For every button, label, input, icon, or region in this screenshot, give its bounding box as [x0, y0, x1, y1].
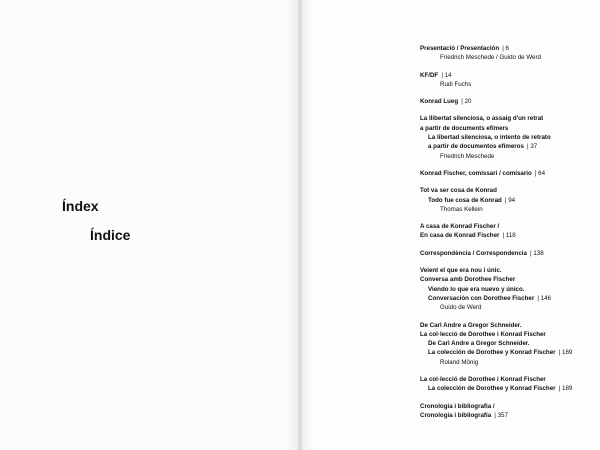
toc-title-line [420, 222, 596, 231]
toc-title-line [420, 44, 596, 53]
toc-page-number: | 138 [530, 249, 544, 257]
toc-title-text: Tot va ser cosa de Konrad [420, 187, 497, 195]
toc-title-line [420, 97, 596, 106]
toc-title-line [420, 330, 596, 339]
toc-title-line [420, 285, 596, 294]
index-title-spanish: Índice [90, 227, 131, 243]
toc-title-text: Conversa amb Dorothee Fischer [420, 276, 516, 284]
toc-title-text: Viendo lo que era nuevo y único. [428, 285, 525, 293]
toc-title-line [420, 321, 596, 330]
toc-page-number: | 64 [534, 169, 546, 177]
toc-page-number: | 189 [558, 385, 573, 393]
toc-title-text: La col·lecció de Dorothee i Konrad Fischer [420, 330, 546, 338]
toc-page-number: | 118 [502, 232, 516, 240]
toc-title-text: La libertad silenciosa, o intento de retrato [428, 134, 551, 142]
book-spine [286, 0, 314, 450]
toc-title-line [420, 249, 596, 258]
toc-author: Roland Mönig [440, 358, 479, 366]
toc-page-number: | 169 [558, 349, 573, 357]
toc-title-text: Konrad Fischer, comissari / comisario [420, 169, 532, 177]
toc-entry [420, 44, 596, 63]
toc-page-number: | 20 [461, 98, 472, 106]
toc-entry [420, 222, 596, 241]
toc-title-line [420, 402, 596, 411]
toc-title-text: A casa de Konrad Fischer / [420, 223, 500, 231]
toc-entry [420, 169, 596, 178]
toc-title-text: La colección de Dorothee y Konrad Fischer [428, 385, 556, 393]
toc-title-text: Presentació / Presentación [420, 45, 500, 52]
toc-author: Rudi Fuchs [440, 80, 472, 88]
toc-title-line [420, 142, 596, 151]
toc-page-number: | 94 [504, 196, 516, 204]
toc-title-text: Todo fue cosa de Konrad [428, 196, 502, 204]
toc-entry [420, 71, 596, 90]
toc-title-text: KF/DF [420, 71, 439, 79]
toc-entry [420, 266, 596, 312]
toc-author: Friedrich Meschede / Guido de Werd [440, 54, 541, 62]
toc-page-number: | 37 [527, 143, 538, 151]
toc-author: Guido de Werd [440, 304, 482, 312]
toc-title-line [420, 124, 596, 133]
toc-title-line [420, 348, 596, 357]
toc-title-text: Cronologia i bibliografia / [420, 402, 495, 410]
toc-title-line [420, 71, 596, 80]
toc-title-text: a partir de documentos efímeros [428, 143, 524, 151]
toc-title-line [420, 231, 596, 240]
toc-page-number: | 6 [502, 45, 509, 52]
toc-title-text: La llibertat silenciosa, o assaig d'un retrat [420, 115, 544, 123]
toc-title-text: En casa de Konrad Fischer [420, 232, 500, 240]
index-title-catalan: Índex [62, 198, 99, 214]
toc-title-text: De Carl Andre a Gregor Schneider. [428, 340, 530, 348]
toc-title-text: Konrad Lueg [420, 98, 459, 106]
toc-title-line [420, 275, 596, 284]
toc-title-line [420, 384, 596, 393]
toc-entry [420, 375, 596, 394]
toc-entry [420, 249, 596, 258]
toc-title-line [420, 339, 596, 348]
toc-page-number: | 146 [537, 294, 551, 302]
toc-title-text: La col·lecció de Dorothee i Konrad Fischer [420, 376, 546, 384]
toc-title-text: La colección de Dorothee y Konrad Fischer [428, 349, 556, 357]
toc-title-line [420, 186, 596, 195]
toc-page-number: | 14 [441, 71, 452, 79]
toc-entry [420, 402, 596, 421]
toc-author: Friedrich Meschede [440, 152, 495, 160]
toc-title-line [420, 411, 596, 420]
toc-title-line [420, 114, 596, 123]
toc-author: Thomas Kellein [440, 205, 483, 213]
toc-entry [420, 114, 596, 160]
toc-title-text: Conversación con Dorothee Fischer [428, 294, 535, 302]
toc-entry [420, 97, 596, 106]
toc-title-text: a partir de documents efímers [420, 124, 509, 132]
toc-title-line [420, 133, 596, 142]
toc-title-text: De Carl Andre a Gregor Schneider. [420, 321, 522, 329]
toc-page-number: | 357 [494, 411, 508, 419]
toc-title-text: Cronología i bibliografía [420, 411, 492, 419]
toc-title-line [420, 375, 596, 384]
toc-entry [420, 321, 596, 367]
toc-title-text: Veient el que era nou i únic. [420, 267, 502, 275]
toc-entry [420, 186, 596, 214]
table-of-contents [420, 44, 596, 428]
toc-title-text: Correspondència / Correspondencia [420, 249, 527, 257]
toc-title-line [420, 294, 596, 303]
toc-title-line [420, 196, 596, 205]
toc-title-line [420, 266, 596, 275]
toc-title-line [420, 169, 596, 178]
